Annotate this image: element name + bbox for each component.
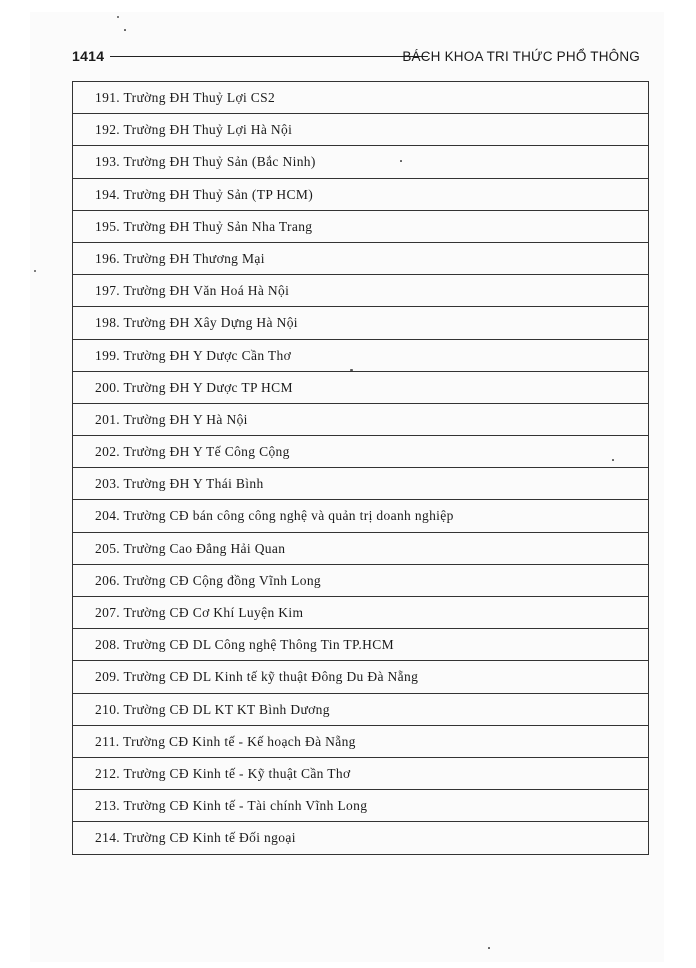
- book-title: BÁCH KHOA TRI THỨC PHỔ THÔNG: [402, 49, 640, 64]
- entry-text: 209. Trường CĐ DL Kinh tế kỹ thuật Đông Du Đà Nẵng: [95, 669, 419, 685]
- scan-speck: [350, 369, 353, 371]
- university-list-table: [72, 81, 649, 855]
- entry-text: 214. Trường CĐ Kinh tế Đối ngoại: [95, 830, 296, 846]
- entry-text: 210. Trường CĐ DL KT KT Bình Dương: [95, 701, 330, 717]
- table-row: [72, 467, 649, 499]
- entry-text: 195. Trường ĐH Thuỷ Sản Nha Trang: [95, 218, 313, 234]
- entry-text: 211. Trường CĐ Kinh tế - Kế hoạch Đà Nẵng: [95, 733, 356, 749]
- scan-speck: [124, 29, 126, 31]
- entry-text: 208. Trường CĐ DL Công nghệ Thông Tin TP.HCM: [95, 637, 394, 653]
- table-row: [72, 789, 649, 821]
- table-row: [72, 145, 649, 177]
- table-row: [72, 435, 649, 467]
- entry-text: 196. Trường ĐH Thương Mại: [95, 250, 265, 266]
- table-row: [72, 113, 649, 145]
- scan-speck: [34, 270, 36, 272]
- table-row: [72, 628, 649, 660]
- table-row: [72, 306, 649, 338]
- entry-text: 203. Trường ĐH Y Thái Bình: [95, 476, 264, 492]
- table-row: [72, 339, 649, 371]
- page-number: 1414: [72, 48, 105, 64]
- entry-text: 197. Trường ĐH Văn Hoá Hà Nội: [95, 283, 290, 299]
- table-row: [72, 274, 649, 306]
- table-row: [72, 596, 649, 628]
- entry-text: 201. Trường ĐH Y Hà Nội: [95, 411, 248, 427]
- entry-text: 194. Trường ĐH Thuỷ Sản (TP HCM): [95, 186, 314, 202]
- table-row: [72, 81, 649, 113]
- scan-speck: [488, 947, 490, 949]
- table-row: [72, 821, 649, 855]
- entry-text: 192. Trường ĐH Thuỷ Lợi Hà Nội: [95, 122, 293, 138]
- table-row: [72, 693, 649, 725]
- table-row: [72, 178, 649, 210]
- table-row: [72, 564, 649, 596]
- table-row: [72, 242, 649, 274]
- entry-text: 200. Trường ĐH Y Dược TP HCM: [95, 379, 293, 395]
- scan-speck: [612, 459, 614, 461]
- entry-text: 199. Trường ĐH Y Dược Cần Thơ: [95, 347, 292, 363]
- entry-text: 193. Trường ĐH Thuỷ Sản (Bắc Ninh): [95, 154, 316, 170]
- table-row: [72, 499, 649, 531]
- header-rule: [110, 56, 428, 57]
- entry-text: 204. Trường CĐ bán công công nghệ và quản trị doanh nghiệp: [95, 508, 454, 524]
- scan-speck: [117, 16, 119, 18]
- entry-text: 213. Trường CĐ Kinh tế - Tài chính Vĩnh Long: [95, 798, 368, 814]
- entry-text: 206. Trường CĐ Cộng đồng Vĩnh Long: [95, 572, 322, 588]
- table-row: [72, 210, 649, 242]
- table-row: [72, 660, 649, 692]
- table-row: [72, 757, 649, 789]
- entry-text: 191. Trường ĐH Thuỷ Lợi CS2: [95, 90, 276, 105]
- table-row: [72, 403, 649, 435]
- table-row: [72, 371, 649, 403]
- entry-text: 202. Trường ĐH Y Tế Công Cộng: [95, 444, 290, 460]
- entry-text: 212. Trường CĐ Kinh tế - Kỹ thuật Cần Thơ: [95, 765, 351, 781]
- page-header: [72, 48, 640, 68]
- table-row: [72, 532, 649, 564]
- entry-text: 198. Trường ĐH Xây Dựng Hà Nội: [95, 315, 298, 331]
- scan-speck: [400, 160, 402, 162]
- table-row: [72, 725, 649, 757]
- entry-text: 205. Trường Cao Đẳng Hải Quan: [95, 540, 286, 556]
- entry-text: 207. Trường CĐ Cơ Khí Luyện Kim: [95, 605, 304, 620]
